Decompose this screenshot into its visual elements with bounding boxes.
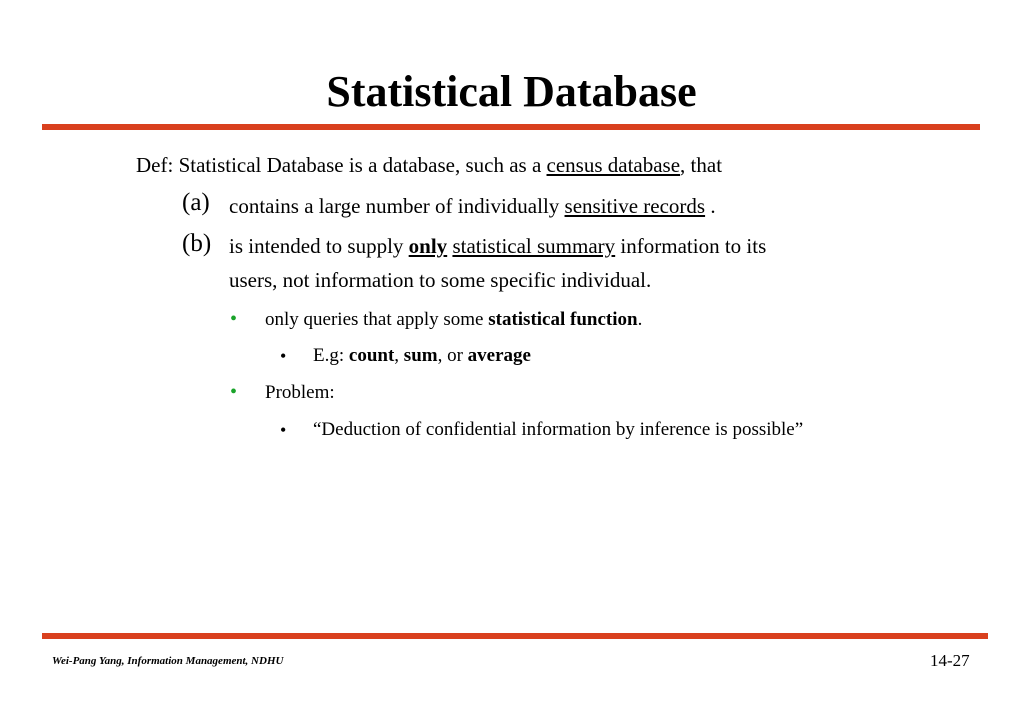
example-prefix: E.g:: [313, 345, 349, 366]
sum-term: sum: [403, 345, 438, 366]
average-term: average: [467, 345, 531, 366]
bullet-queries-text: [265, 307, 642, 333]
page-number: 14-27: [930, 651, 970, 670]
bullet-icon: •: [230, 381, 238, 403]
bullet-queries-suffix: .: [637, 309, 643, 330]
item-b-text: [229, 232, 766, 260]
item-b-label: (b): [182, 230, 212, 257]
item-a-text: [229, 192, 716, 220]
item-a-prefix: contains a large number of individually: [229, 194, 565, 218]
definition-text: Def: Statistical Database is a database, such as a: [136, 153, 547, 177]
sensitive-records-term: sensitive records: [564, 194, 706, 218]
item-a-label: (a): [182, 189, 210, 216]
only-emphasis: only: [408, 234, 448, 258]
item-a-suffix: .: [705, 194, 716, 218]
item-b-line2: users, not information to some specific individual.: [229, 268, 652, 292]
problem-quote: “Deduction of confidential information by inference is possible”: [313, 419, 804, 440]
statistical-function-term: statistical function: [488, 309, 638, 330]
count-term: count: [348, 345, 395, 366]
footer-divider: [42, 633, 988, 639]
sub-bullet-icon: •: [280, 420, 287, 440]
example-functions-text: [313, 343, 531, 369]
bullet-queries-prefix: only queries that apply some: [265, 309, 489, 330]
slide-title: Statistical Database: [326, 67, 697, 116]
sub-bullet-icon: •: [280, 346, 287, 366]
item-b-suffix: information to its: [615, 234, 767, 258]
census-database-term: census database: [546, 153, 681, 177]
item-b-prefix: is intended to supply: [229, 234, 409, 258]
example-sep1: ,: [394, 345, 404, 366]
footer-author: Wei-Pang Yang, Information Management, NDHU: [52, 655, 284, 667]
problem-label: Problem:: [265, 382, 335, 403]
definition-line: [136, 151, 722, 179]
title-divider: [42, 124, 980, 130]
definition-suffix: , that: [680, 153, 723, 177]
statistical-summary-term: statistical summary: [452, 234, 616, 258]
bullet-icon: •: [230, 308, 238, 330]
example-sep2: , or: [437, 345, 468, 366]
